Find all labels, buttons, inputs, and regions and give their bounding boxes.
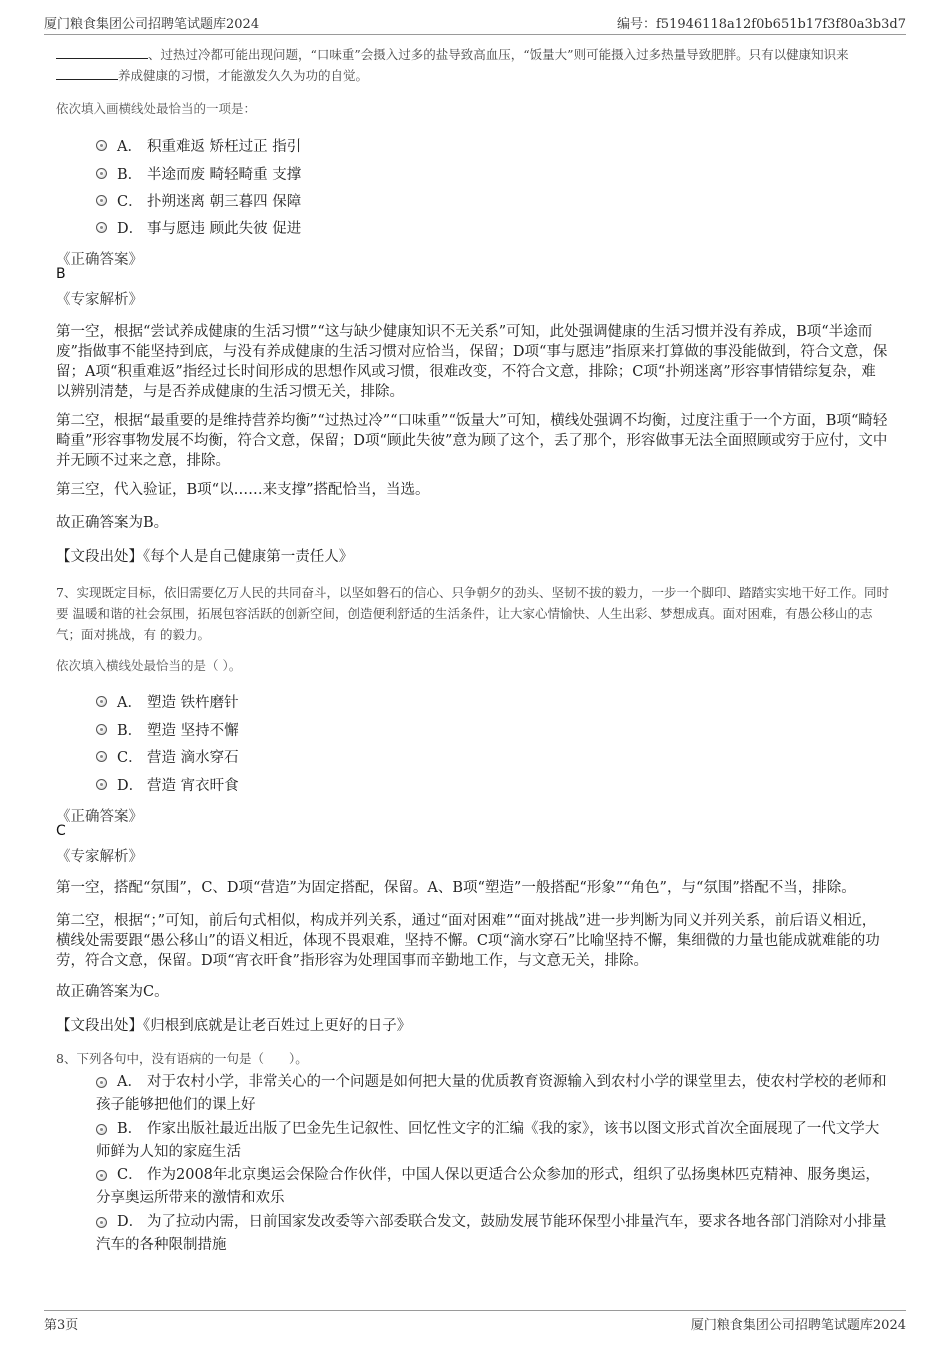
radio-icon[interactable] bbox=[96, 1170, 107, 1181]
radio-icon[interactable] bbox=[96, 140, 107, 151]
q6-blank-1 bbox=[56, 46, 148, 59]
page-footer bbox=[44, 1310, 906, 1333]
radio-icon[interactable] bbox=[96, 779, 107, 790]
radio-icon[interactable] bbox=[96, 195, 107, 206]
q6-analysis-label: 《专家解析》 bbox=[56, 292, 143, 308]
q7-option-a[interactable]: A． 塑造 铁杵磨针 bbox=[96, 691, 239, 712]
q6-option-d[interactable]: D． 事与愿违 顾此失彼 促进 bbox=[96, 217, 301, 238]
header-title: 厦门粮食集团公司招聘笔试题库2024 bbox=[44, 17, 260, 32]
q6-passage-part1: 、过热过冷都可能出现问题，“口味重”会摄入过多的盐导致高血压，“饭量大”则可能摄入过多热量导致肥胖。只有以健康知识来 bbox=[148, 47, 849, 62]
radio-icon[interactable] bbox=[96, 724, 107, 735]
q6-option-a[interactable]: A． 积重难返 矫枉过正 指引 bbox=[96, 135, 301, 156]
radio-icon[interactable] bbox=[96, 751, 107, 762]
radio-icon[interactable] bbox=[96, 1217, 107, 1228]
header-doc-id: 编号：f51946118a12f0b651b17f3f80a3b3d7 bbox=[617, 17, 906, 32]
q7-option-c[interactable]: C． 营造 滴水穿石 bbox=[96, 746, 239, 767]
q7-analysis-label: 《专家解析》 bbox=[56, 849, 143, 865]
q8-stem: 8、下列各句中，没有语病的一句是（ ）。 bbox=[56, 1051, 308, 1066]
q7-analysis-2: 第二空，根据“；”可知，前后句式相似，构成并列关系，通过“面对困难”“面对挑战”进一步判断为同义并列关系，前后语义相近，横线处需要跟“愚公移山”的语义相近，体现不畏艰难，坚持不懈。C项“滴水穿石”比喻坚持不懈，集细微的力量也能成就难能的功劳，符合文意，保留。D项“宵衣旰食”指形容为处理国事而辛勤地工作，与文意无关，排除。 bbox=[56, 913, 880, 969]
radio-icon[interactable] bbox=[96, 696, 107, 707]
q6-option-b[interactable]: B． 半途而废 畸轻畸重 支撑 bbox=[96, 163, 301, 184]
q6-analysis-1: 第一空，根据“尝试养成健康的生活习惯”“这与缺少健康知识不无关系”可知，此处强调健康的生活习惯并没有养成，B项“半途而废”指做事不能坚持到底，与没有养成健康的生活习惯对应恰当，保留；D项“事与愿违”指原来打算做的事没能做到，符合文意，保留；A项“积重难返”指经过长时间形成的思想作风或习惯，很难改变，不符合文意，排除；C项“扑朔迷离”形容事情错综复杂，难以辨别清楚，与是否养成健康的生活习惯无关，排除。 bbox=[56, 324, 888, 400]
radio-icon[interactable] bbox=[96, 168, 107, 179]
footer-title: 厦门粮食集团公司招聘笔试题库2024 bbox=[690, 1318, 906, 1333]
q6-passage bbox=[56, 44, 890, 86]
q8-option-d[interactable]: D． 为了拉动内需，日前国家发改委等六部委联合发文，鼓励发展节能环保型小排量汽车，要求各地各部门消除对小排量汽车的各种限制措施 bbox=[96, 1214, 887, 1253]
q6-analysis-3: 第三空，代入验证，B项“以……来支撑”搭配恰当，当选。 bbox=[56, 482, 430, 498]
q6-option-c[interactable]: C． 扑朔迷离 朝三暮四 保障 bbox=[96, 190, 301, 211]
page-number: 第3页 bbox=[44, 1318, 79, 1333]
radio-icon[interactable] bbox=[96, 1124, 107, 1135]
radio-icon[interactable] bbox=[96, 222, 107, 233]
q7-prompt: 依次填入横线处最恰当的是（ ）。 bbox=[56, 658, 242, 673]
q7-answer: C bbox=[56, 823, 66, 839]
q7-option-d[interactable]: D． 营造 宵衣旰食 bbox=[96, 774, 239, 795]
q7-option-b[interactable]: B． 塑造 坚持不懈 bbox=[96, 719, 239, 740]
radio-icon[interactable] bbox=[96, 1077, 107, 1088]
q6-passage-part2: 养成健康的习惯，才能激发久久为功的自觉。 bbox=[118, 68, 369, 83]
q7-analysis-3: 故正确答案为C。 bbox=[56, 984, 169, 1000]
q7-stem: 7、实现既定目标，依旧需要亿万人民的共同奋斗，以坚如磐石的信心、只争朝夕的劲头、坚韧不拔的毅力，一步一个脚印、踏踏实实地干好工作。同时要 温暖和谐的社会氛围，拓展包容活跃的创新空间，创造便利舒适的生活条件，让大家心情愉快、人生出彩、梦想成真。面对困难，有愚公移山的志气；面对挑战，有 的毅力。 bbox=[56, 585, 889, 642]
q6-analysis-2: 第二空，根据“最重要的是维持营养均衡”“过热过冷”“口味重”“饭量大”可知，横线处强调不均衡，过度注重于一个方面，B项“畸轻畸重”形容事物发展不均衡，符合文意，保留；D项“顾此失彼”意为顾了这个，丢了那个，形容做事无法全面照顾或穷于应付，文中并无顾不过来之意，排除。 bbox=[56, 413, 888, 469]
q6-prompt: 依次填入画横线处最恰当的一项是： bbox=[56, 101, 257, 116]
q8-option-c[interactable]: C． 作为2008年北京奥运会保险合作伙伴，中国人保以更适合公众参加的形式，组织了弘扬奥林匹克精神、服务奥运，分享奥运所带来的激情和欢乐 bbox=[96, 1167, 880, 1206]
q7-source: 【文段出处】《归根到底就是让老百姓过上更好的日子》 bbox=[56, 1018, 412, 1034]
q8-option-a[interactable]: A． 对于农村小学，非常关心的一个问题是如何把大量的优质教育资源输入到农村小学的课堂里去，使农村学校的老师和孩子能够把他们的课上好 bbox=[96, 1074, 887, 1113]
q7-analysis-1: 第一空，搭配“氛围”，C、D项“营造”为固定搭配，保留。A、B项“塑造”一般搭配“形象”“角色”，与“氛围”搭配不当，排除。 bbox=[56, 880, 856, 896]
q7-answer-label: 《正确答案》 bbox=[56, 809, 143, 825]
q6-blank-2 bbox=[56, 67, 118, 80]
q6-source: 【文段出处】《每个人是自己健康第一责任人》 bbox=[56, 549, 354, 565]
q6-answer-label: 《正确答案》 bbox=[56, 252, 143, 268]
q8-option-b[interactable]: B． 作家出版社最近出版了巴金先生记叙性、回忆性文字的汇编《我的家》，该书以图文形式首次全面展现了一代文学大师鲜为人知的家庭生活 bbox=[96, 1121, 880, 1160]
page-header bbox=[44, 10, 906, 35]
q6-answer: B bbox=[56, 266, 66, 282]
q6-analysis-4: 故正确答案为B。 bbox=[56, 515, 169, 531]
